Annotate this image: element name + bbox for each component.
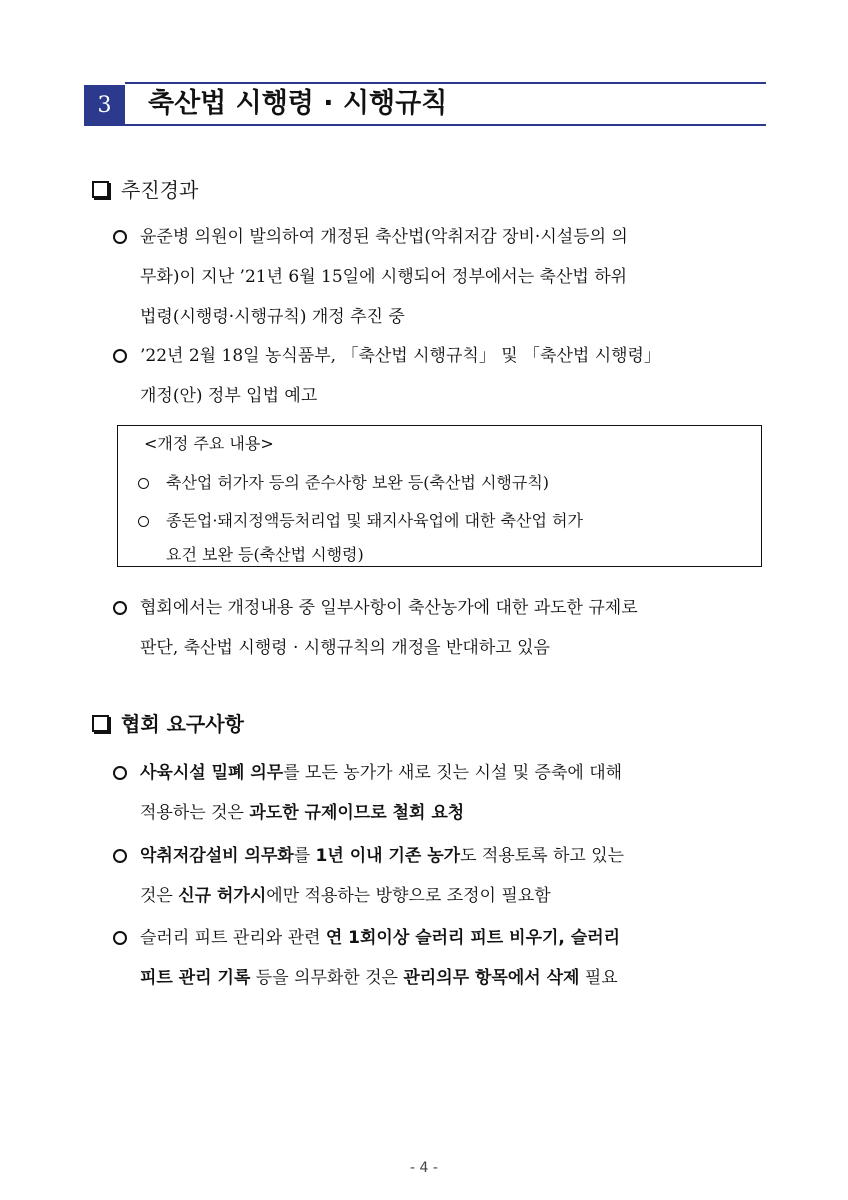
header-rule-bottom <box>125 124 766 126</box>
summary-box-title: <개정 주요 내용> <box>144 434 274 453</box>
demand-item-1: 사육시설 밀폐 의무를 모든 농가가 새로 짓는 시설 및 증축에 대해 적용하는 것은 과도한 규제이므로 철회 요청 <box>110 753 770 833</box>
circle-bullet-icon <box>113 849 127 863</box>
summary-item-2: 종돈업·돼지정액등처리업 및 돼지사육업에 대한 축산업 허가 요건 보완 등(축산법 시행령) <box>138 504 748 572</box>
demand-item-3: 슬러리 피트 관리와 관련 연 1회이상 슬러리 피트 비우기, 슬러리 피트 관리 기록 등을 의무화한 것은 관리의무 항목에서 삭제 필요 <box>110 918 770 998</box>
circle-bullet-icon <box>113 931 127 945</box>
summary-item-1: 축산업 허가자 등의 준수사항 보완 등(축산법 시행규칙) <box>138 466 748 500</box>
circle-bullet-icon <box>113 230 127 244</box>
progress-item-3: 협회에서는 개정내용 중 일부사항이 축산농가에 대한 과도한 규제로 판단, 축산법 시행령 · 시행규칙의 개정을 반대하고 있음 <box>110 588 770 668</box>
small-circle-bullet-icon <box>138 478 149 489</box>
circle-bullet-icon <box>113 349 127 363</box>
checkbox-square-icon <box>92 181 109 198</box>
progress-item-1: 윤준병 의원이 발의하여 개정된 축산법(악취저감 장비·시설등의 의 무화)이 지난 ’21년 6월 15일에 시행되어 정부에서는 축산법 하위 법령(시행령·시행규칙) 개정 추진 중 <box>110 217 770 337</box>
checkbox-square-icon <box>92 715 109 732</box>
demands-heading: 협회 요구사항 <box>92 710 244 738</box>
circle-bullet-icon <box>113 601 127 615</box>
circle-bullet-icon <box>113 766 127 780</box>
progress-item-2: ’22년 2월 18일 농식품부, 「축산법 시행규칙」 및 「축산법 시행령」 개정(안) 정부 입법 예고 <box>110 336 770 416</box>
progress-heading: 추진경과 <box>92 176 198 204</box>
small-circle-bullet-icon <box>138 516 149 527</box>
header-rule-top <box>125 82 766 84</box>
section-number: 3 <box>84 85 125 126</box>
amendment-summary-box <box>117 425 762 567</box>
section-title: 축산법 시행령 · 시행규칙 <box>148 88 448 119</box>
demand-item-2: 악취저감설비 의무화를 1년 이내 기존 농가도 적용토록 하고 있는 것은 신규 허가시에만 적용하는 방향으로 조정이 필요함 <box>110 836 770 916</box>
page-number: - 4 - <box>410 1160 438 1176</box>
section-header <box>84 82 766 126</box>
